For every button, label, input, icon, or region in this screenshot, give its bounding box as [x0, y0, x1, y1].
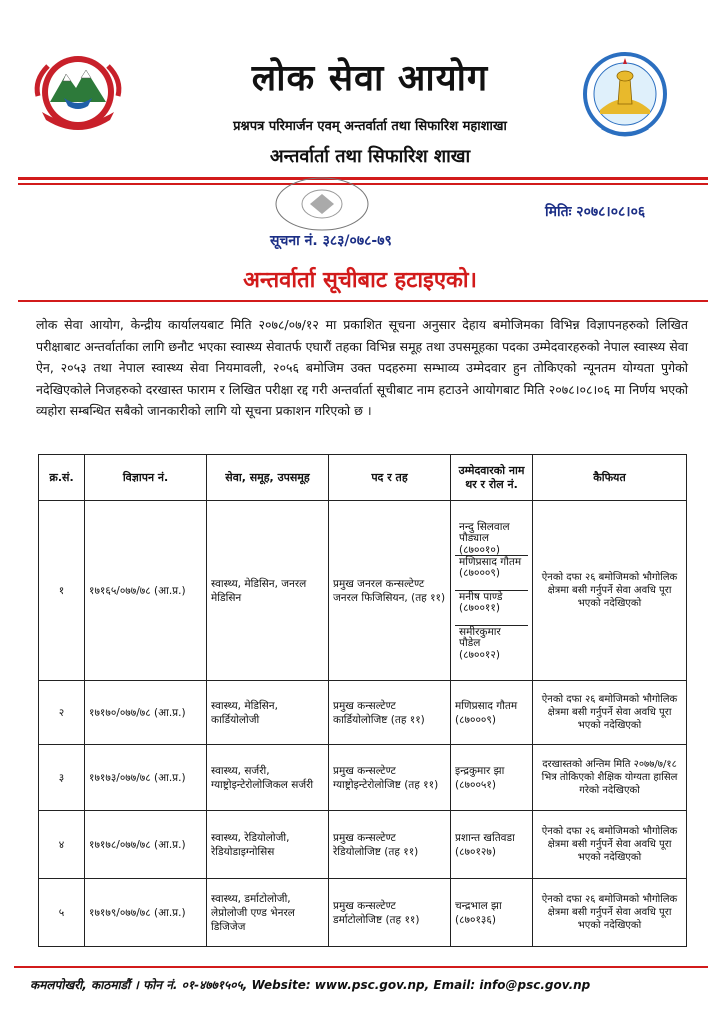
division-name: प्रश्नपत्र परिमार्जन एवम् अन्तर्वार्ता तथा सिफारिश महाशाखा — [233, 119, 507, 134]
cell-service: स्वास्थ्य, डर्माटोलोजी, लेप्रोलोजी एण्ड भेनरल डिजिजेज — [207, 879, 329, 947]
cell-sn: ४ — [39, 811, 85, 879]
table-row — [39, 745, 687, 811]
cell-sn: २ — [39, 681, 85, 745]
col-header-post: पद र तह — [329, 455, 451, 501]
cell-remark: दरखास्तको अन्तिम मिति २०७७/७/१८ भित्र तोकिएको शैक्षिक योग्यता हासिल गरेको नदेखिएको — [533, 745, 687, 811]
candidate-entry: नन्दु सिलवाल पौड्याल (८७००१०) — [455, 521, 528, 556]
cell-ad-no: १७१७८/०७७/७८ (आ.प्र.) — [85, 811, 207, 879]
cell-ad-no: १७१७०/०७७/७८ (आ.प्र.) — [85, 681, 207, 745]
cell-service: स्वास्थ्य, सर्जरी, ग्याष्ट्रोइन्टेरोलोजिकल सर्जरी — [207, 745, 329, 811]
cell-service: स्वास्थ्य, रेडियोलोजी, रेडियोडाइग्नोसिस — [207, 811, 329, 879]
candidate-table — [38, 454, 687, 947]
footer-contact: कमलपोखरी, काठमाडौं । फोन नं. ०१-४७७१५०५, Website: www.psc.gov.np, Email: info@psc.gov.np — [30, 978, 591, 992]
footer-rule — [14, 966, 708, 968]
headline-rule — [18, 300, 708, 302]
notice-headline: अन्तर्वार्ता सूचीबाट हटाइएको। — [243, 268, 477, 293]
cell-candidates: चन्द्रभाल झा (८७०१३६) — [451, 879, 533, 947]
col-header-remark: कैफियत — [533, 455, 687, 501]
cell-ad-no: १७१६५/०७७/७८ (आ.प्र.) — [85, 501, 207, 681]
cell-remark: ऐनको दफा २६ बमोजिमको भौगोलिक क्षेत्रमा बसी गर्नुपर्ने सेवा अवधि पूरा भएको नदेखिएको — [533, 811, 687, 879]
office-stamp — [272, 174, 372, 234]
cell-sn: ५ — [39, 879, 85, 947]
org-name: लोक सेवा आयोग — [251, 58, 489, 99]
cell-ad-no: १७१७३/०७७/७८ (आ.प्र.) — [85, 745, 207, 811]
candidate-entry: समीरकुमार पौडेल (८७००१२) — [459, 625, 501, 661]
table-row — [39, 681, 687, 745]
cell-candidates — [451, 501, 533, 681]
col-header-candidate: उम्मेदवारको नाम थर र रोल नं. — [451, 455, 533, 501]
cell-sn: ३ — [39, 745, 85, 811]
cell-remark: ऐनको दफा २६ बमोजिमको भौगोलिक क्षेत्रमा बसी गर्नुपर्ने सेवा अवधि पूरा भएको नदेखिएको — [533, 879, 687, 947]
table-header-row — [39, 455, 687, 501]
cell-remark: ऐनको दफा २६ बमोजिमको भौगोलिक क्षेत्रमा बसी गर्नुपर्ने सेवा अवधि पूरा भएको नदेखिएको — [533, 681, 687, 745]
candidate-entry: मणिप्रसाद गौतम (८७०००९) — [455, 556, 528, 591]
psc-logo-icon — [580, 48, 670, 148]
cell-sn: १ — [39, 501, 85, 681]
notice-date: मितिः २०७८।०८।०६ — [545, 204, 646, 220]
cell-candidates: इन्द्रकुमार झा (८७००५१) — [451, 745, 533, 811]
notice-number: सूचना नं. ३८३/०७८-७९ — [270, 233, 392, 249]
cell-post: प्रमुख कन्सल्टेण्ट रेडियोलोजिष्ट (तह ११) — [329, 811, 451, 879]
cell-post: प्रमुख कन्सल्टेण्ट डर्माटोलोजिष्ट (तह ११) — [329, 879, 451, 947]
nepal-emblem-icon — [28, 50, 128, 140]
cell-service: स्वास्थ्य, मेडिसिन, कार्डियोलोजी — [207, 681, 329, 745]
col-header-sn: क्र.सं. — [39, 455, 85, 501]
table-row — [39, 811, 687, 879]
cell-candidates: प्रशान्त खतिवडा (८७०१२७) — [451, 811, 533, 879]
cell-remark: ऐनको दफा २६ बमोजिमको भौगोलिक क्षेत्रमा बसी गर्नुपर्ने सेवा अवधि पूरा भएको नदेखिएको — [533, 501, 687, 681]
table-row — [39, 879, 687, 947]
table-row — [39, 501, 687, 681]
section-name: अन्तर्वार्ता तथा सिफारिश शाखा — [269, 146, 471, 167]
cell-post: प्रमुख जनरल कन्सल्टेण्ट जनरल फिजिसियन, (तह ११) — [329, 501, 451, 681]
cell-ad-no: १७१७९/०७७/७८ (आ.प्र.) — [85, 879, 207, 947]
col-header-service: सेवा, समूह, उपसमूह — [207, 455, 329, 501]
cell-post: प्रमुख कन्सल्टेण्ट कार्डियोलोजिष्ट (तह ११) — [329, 681, 451, 745]
cell-candidates: मणिप्रसाद गौतम (८७०००९) — [451, 681, 533, 745]
col-header-ad-no: विज्ञापन नं. — [85, 455, 207, 501]
cell-post: प्रमुख कन्सल्टेण्ट ग्याष्ट्रोइन्टेरोलोजिष्ट (तह ११) — [329, 745, 451, 811]
notice-body: लोक सेवा आयोग, केन्द्रीय कार्यालयबाट मिति २०७८/०७/१२ मा प्रकाशित सूचना अनुसार देहाय बमोजिमका विभिन्न विज्ञापनहरुको लिखित परीक्षाबाट अन्तर्वार्ताका लागि छनौट भएका स्वास्थ्य सेवातर्फ एघारौं तहका विभिन्न समूह तथा उपसमूहका पदका उम्मेदवारहरुको नेपाल स्वास्थ्य सेवा ऐन, २०५३ तथा नेपाल स्वास्थ्य सेवा नियमावली, २०५६ बमोजिम उक्त पदहरुमा सम्भाव्य उम्मेदवार हुन तोकिएको न्यूनतम योग्यता पुगेको नदेखिएकोले निजहरुको दरखास्त फाराम र लिखित परीक्षा रद्द गरी अन्तर्वार्ता सूचीबाट नाम हटाउने आयोगबाट मिति २०७८।०८।०६ मा निर्णय भएको व्यहोरा सम्बन्धित सबैको जानकारीको लागि यो सूचना प्रकाशन गरिएको छ । — [36, 317, 688, 418]
candidate-entry: मनीष पाण्डे (८७००११) — [455, 591, 528, 626]
cell-service: स्वास्थ्य, मेडिसिन, जनरल मेडिसिन — [207, 501, 329, 681]
